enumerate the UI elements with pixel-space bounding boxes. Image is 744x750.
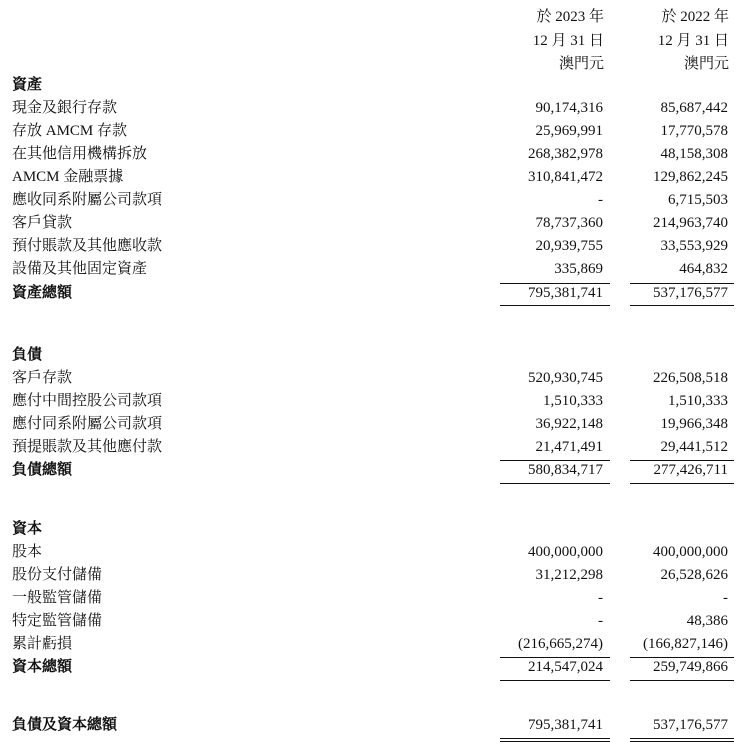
total-rule bbox=[630, 483, 734, 484]
value-2023: - bbox=[598, 192, 603, 208]
row-label: 資產總額 bbox=[12, 285, 73, 301]
table-row bbox=[0, 235, 744, 258]
total-rule bbox=[500, 305, 610, 306]
row-label: 現金及銀行存款 bbox=[12, 100, 118, 116]
row-label: 在其他信用機構拆放 bbox=[12, 146, 148, 162]
value-2022: (166,827,146) bbox=[643, 636, 728, 652]
heading-label: 資產 bbox=[12, 77, 43, 93]
value-2023: 214,547,024 bbox=[528, 659, 603, 675]
total-rule bbox=[500, 483, 610, 484]
value-2023: 20,939,755 bbox=[535, 238, 603, 254]
value-2023: 400,000,000 bbox=[528, 544, 603, 560]
value-2022: 48,158,308 bbox=[660, 146, 728, 162]
row-label: 應付同系附屬公司款項 bbox=[12, 416, 163, 432]
row-label: 客戶貸款 bbox=[12, 215, 73, 231]
value-2023: 580,834,717 bbox=[528, 462, 603, 478]
table-row bbox=[0, 166, 744, 189]
table-row bbox=[0, 120, 744, 143]
table-row bbox=[0, 97, 744, 120]
value-2023: 36,922,148 bbox=[535, 416, 603, 432]
value-2022: 48,386 bbox=[686, 613, 728, 629]
table-row bbox=[0, 633, 744, 656]
value-2022: 17,770,578 bbox=[660, 123, 728, 139]
value-2023: - bbox=[598, 590, 603, 606]
column-header-2022 bbox=[619, 6, 729, 77]
table-row bbox=[0, 390, 744, 413]
table-row bbox=[0, 143, 744, 166]
value-2023: 78,737,360 bbox=[535, 215, 603, 231]
table-row bbox=[0, 610, 744, 633]
value-2022: 85,687,442 bbox=[660, 100, 728, 116]
section-heading-equity bbox=[0, 518, 744, 541]
value-2022: 400,000,000 bbox=[653, 544, 728, 560]
header-date: 12 月 31 日 bbox=[657, 32, 729, 49]
value-2022: 129,862,245 bbox=[653, 169, 728, 185]
header-date: 12 月 31 日 bbox=[532, 32, 604, 49]
section-heading-liabilities bbox=[0, 344, 744, 367]
value-2022: 19,966,348 bbox=[660, 416, 728, 432]
row-label: 累計虧損 bbox=[12, 636, 73, 652]
total-row-equity bbox=[0, 656, 744, 679]
row-label: 預提賬款及其他應付款 bbox=[12, 439, 163, 455]
header-currency: 澳門元 bbox=[558, 56, 604, 72]
total-row-liabilities bbox=[0, 459, 744, 482]
heading-label: 資本 bbox=[12, 521, 43, 537]
value-2022: 277,426,711 bbox=[653, 462, 728, 478]
table-row bbox=[0, 189, 744, 212]
row-label: 存放 AMCM 存款 bbox=[12, 123, 128, 139]
value-2023: 31,212,298 bbox=[535, 567, 603, 583]
heading-label: 負債 bbox=[12, 347, 43, 363]
table-row bbox=[0, 367, 744, 390]
grand-total-double-rule bbox=[630, 738, 734, 742]
header-year: 於 2023 年 bbox=[536, 9, 604, 25]
table-row bbox=[0, 212, 744, 235]
total-rule bbox=[630, 680, 734, 681]
value-2023: 1,510,333 bbox=[543, 393, 603, 409]
value-2022: 214,963,740 bbox=[653, 215, 728, 231]
grand-total-row bbox=[0, 714, 744, 737]
value-2023: 335,869 bbox=[554, 261, 603, 277]
row-label: 資本總額 bbox=[12, 659, 73, 675]
row-label: AMCM 金融票據 bbox=[12, 169, 124, 185]
total-rule bbox=[500, 680, 610, 681]
value-2023: 310,841,472 bbox=[528, 169, 603, 185]
value-2022: 537,176,577 bbox=[653, 285, 728, 301]
value-2022: - bbox=[723, 590, 728, 606]
row-label: 應收同系附屬公司款項 bbox=[12, 192, 163, 208]
table-row bbox=[0, 413, 744, 436]
value-2023: 520,930,745 bbox=[528, 370, 603, 386]
table-row bbox=[0, 541, 744, 564]
value-2022: 33,553,929 bbox=[660, 238, 728, 254]
table-row bbox=[0, 564, 744, 587]
value-2022: 29,441,512 bbox=[660, 439, 728, 455]
value-2022: 464,832 bbox=[679, 261, 728, 277]
row-label: 預付賬款及其他應收款 bbox=[12, 238, 163, 254]
section-heading-assets bbox=[0, 74, 744, 97]
value-2023: - bbox=[598, 613, 603, 629]
value-2023: 795,381,741 bbox=[528, 285, 603, 301]
total-rule bbox=[630, 305, 734, 306]
row-label: 股本 bbox=[12, 544, 43, 560]
header-currency: 澳門元 bbox=[683, 56, 729, 72]
value-2022: 537,176,577 bbox=[653, 717, 728, 733]
row-label: 設備及其他固定資產 bbox=[12, 261, 148, 277]
row-label: 客戶存款 bbox=[12, 370, 73, 386]
value-2023: 268,382,978 bbox=[528, 146, 603, 162]
value-2023: 795,381,741 bbox=[528, 717, 603, 733]
value-2023: (216,665,274) bbox=[518, 636, 603, 652]
table-row bbox=[0, 436, 744, 459]
row-label: 負債總額 bbox=[12, 462, 73, 478]
total-row-assets bbox=[0, 282, 744, 305]
table-row bbox=[0, 258, 744, 281]
value-2022: 226,508,518 bbox=[653, 370, 728, 386]
value-2023: 25,969,991 bbox=[535, 123, 603, 139]
value-2023: 21,471,491 bbox=[535, 439, 603, 455]
table-row bbox=[0, 587, 744, 610]
row-label: 特定監管儲備 bbox=[12, 613, 103, 629]
row-label: 股份支付儲備 bbox=[12, 567, 103, 583]
row-label: 一般監管儲備 bbox=[12, 590, 103, 606]
row-label: 應付中間控股公司款項 bbox=[12, 393, 163, 409]
column-header-2023 bbox=[494, 6, 604, 77]
value-2023: 90,174,316 bbox=[535, 100, 603, 116]
value-2022: 1,510,333 bbox=[668, 393, 728, 409]
value-2022: 259,749,866 bbox=[653, 659, 728, 675]
grand-total-double-rule bbox=[500, 738, 610, 742]
value-2022: 26,528,626 bbox=[660, 567, 728, 583]
header-year: 於 2022 年 bbox=[661, 9, 729, 25]
value-2022: 6,715,503 bbox=[668, 192, 728, 208]
row-label: 負債及資本總額 bbox=[12, 717, 118, 733]
